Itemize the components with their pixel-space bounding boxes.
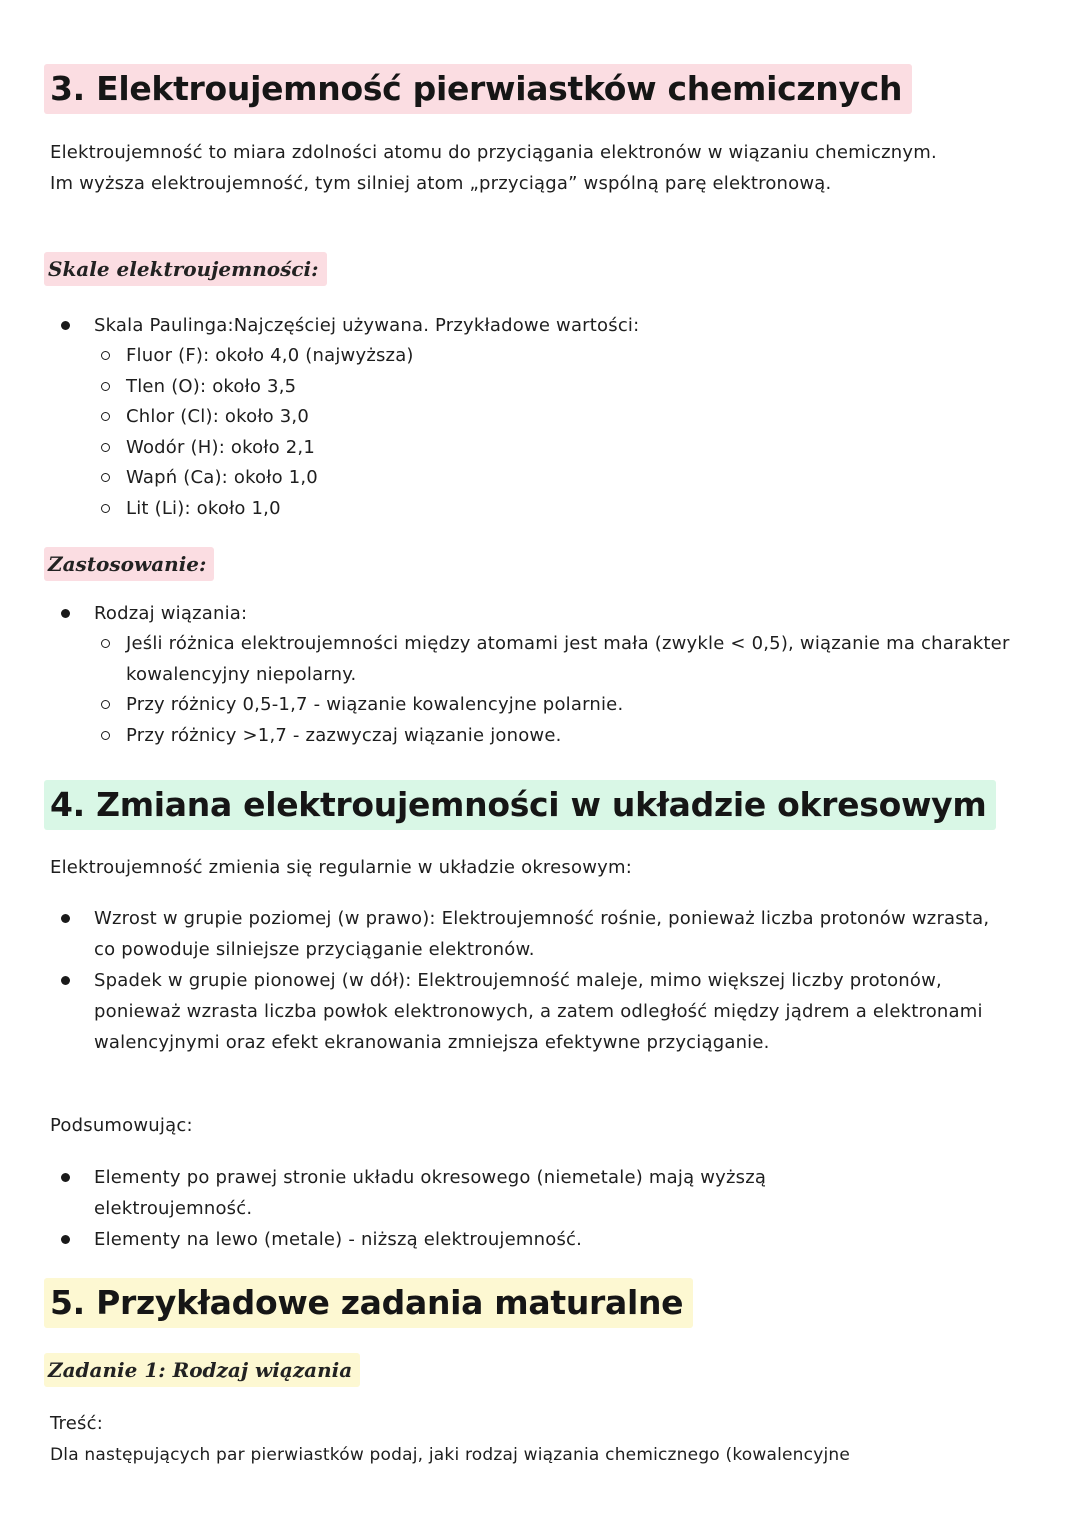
- section-4-title: 4. Zmiana elektroujemności w układzie okresowym: [44, 780, 996, 830]
- usage-list: [50, 598, 1010, 751]
- list-item: Przy różnicy >1,7 - zazwyczaj wiązanie jonowe.: [94, 721, 1010, 752]
- list-item: Wodór (H): około 2,1: [94, 433, 1010, 464]
- list-item: Wzrost w grupie poziomej (w prawo): Elektroujemność rośnie, ponieważ liczba protonów wzrasta, co powoduje silniejsze przyciąganie elektronów.: [50, 903, 1010, 965]
- list-item: Lit (Li): około 1,0: [94, 494, 1010, 525]
- list-item: Chlor (Cl): około 3,0: [94, 402, 1010, 433]
- scale-label: Skala Paulinga:Najczęściej używana. Przykładowe wartości:: [94, 315, 640, 336]
- list-item: Elementy po prawej stronie układu okresowego (niemetale) mają wyższą elektroujemność.: [50, 1162, 870, 1224]
- usage-label: Rodzaj wiązania:: [94, 603, 248, 624]
- summary-label: Podsumowując:: [50, 1115, 193, 1136]
- list-item: [50, 598, 1010, 751]
- scales-heading: Skale elektroujemności:: [44, 252, 327, 286]
- list-item: Tlen (O): około 3,5: [94, 372, 1010, 403]
- list-item: Przy różnicy 0,5-1,7 - wiązanie kowalencyjne polarnie.: [94, 690, 1010, 721]
- list-item: [50, 310, 1010, 524]
- list-item: Fluor (F): około 4,0 (najwyższa): [94, 341, 1010, 372]
- task-content-text: Dla następujących par pierwiastków podaj, jaki rodzaj wiązania chemicznego (kowalencyjne: [50, 1445, 851, 1465]
- scales-list: [50, 310, 1010, 524]
- section-5-title: 5. Przykładowe zadania maturalne: [44, 1278, 693, 1328]
- pauling-values-list: [94, 341, 1010, 524]
- section-3-title: 3. Elektroujemność pierwiastków chemicznych: [44, 64, 912, 114]
- list-item: Spadek w grupie pionowej (w dół): Elektroujemność maleje, mimo większej liczby protonów, ponieważ wzrasta liczba powłok elektronowych, a zatem odległość między jądrem a elektronami walencyjnymi oraz efekt ekranowania zmniejsza efektywne przyciąganie.: [50, 965, 1010, 1058]
- list-item: Elementy na lewo (metale) - niższą elektroujemność.: [50, 1224, 870, 1255]
- trend-list: [50, 903, 1010, 1058]
- usage-heading: Zastosowanie:: [44, 547, 214, 581]
- section-3-intro: Elektroujemność to miara zdolności atomu do przyciągania elektronów w wiązaniu chemicznym. Im wyższa elektroujemność, tym silniej atom „przyciąga” wspólną parę elektronową.: [50, 142, 937, 194]
- bond-type-list: [94, 629, 1010, 751]
- summary-list: [50, 1162, 870, 1255]
- list-item: Wapń (Ca): około 1,0: [94, 463, 1010, 494]
- task-1-heading: Zadanie 1: Rodzaj wiązania: [44, 1353, 360, 1387]
- list-item: Jeśli różnica elektroujemności między atomami jest mała (zwykle < 0,5), wiązanie ma charakter kowalencyjny niepolarny.: [94, 629, 1010, 690]
- task-content-label: Treść:: [50, 1413, 103, 1434]
- section-4-intro: Elektroujemność zmienia się regularnie w układzie okresowym:: [50, 857, 632, 878]
